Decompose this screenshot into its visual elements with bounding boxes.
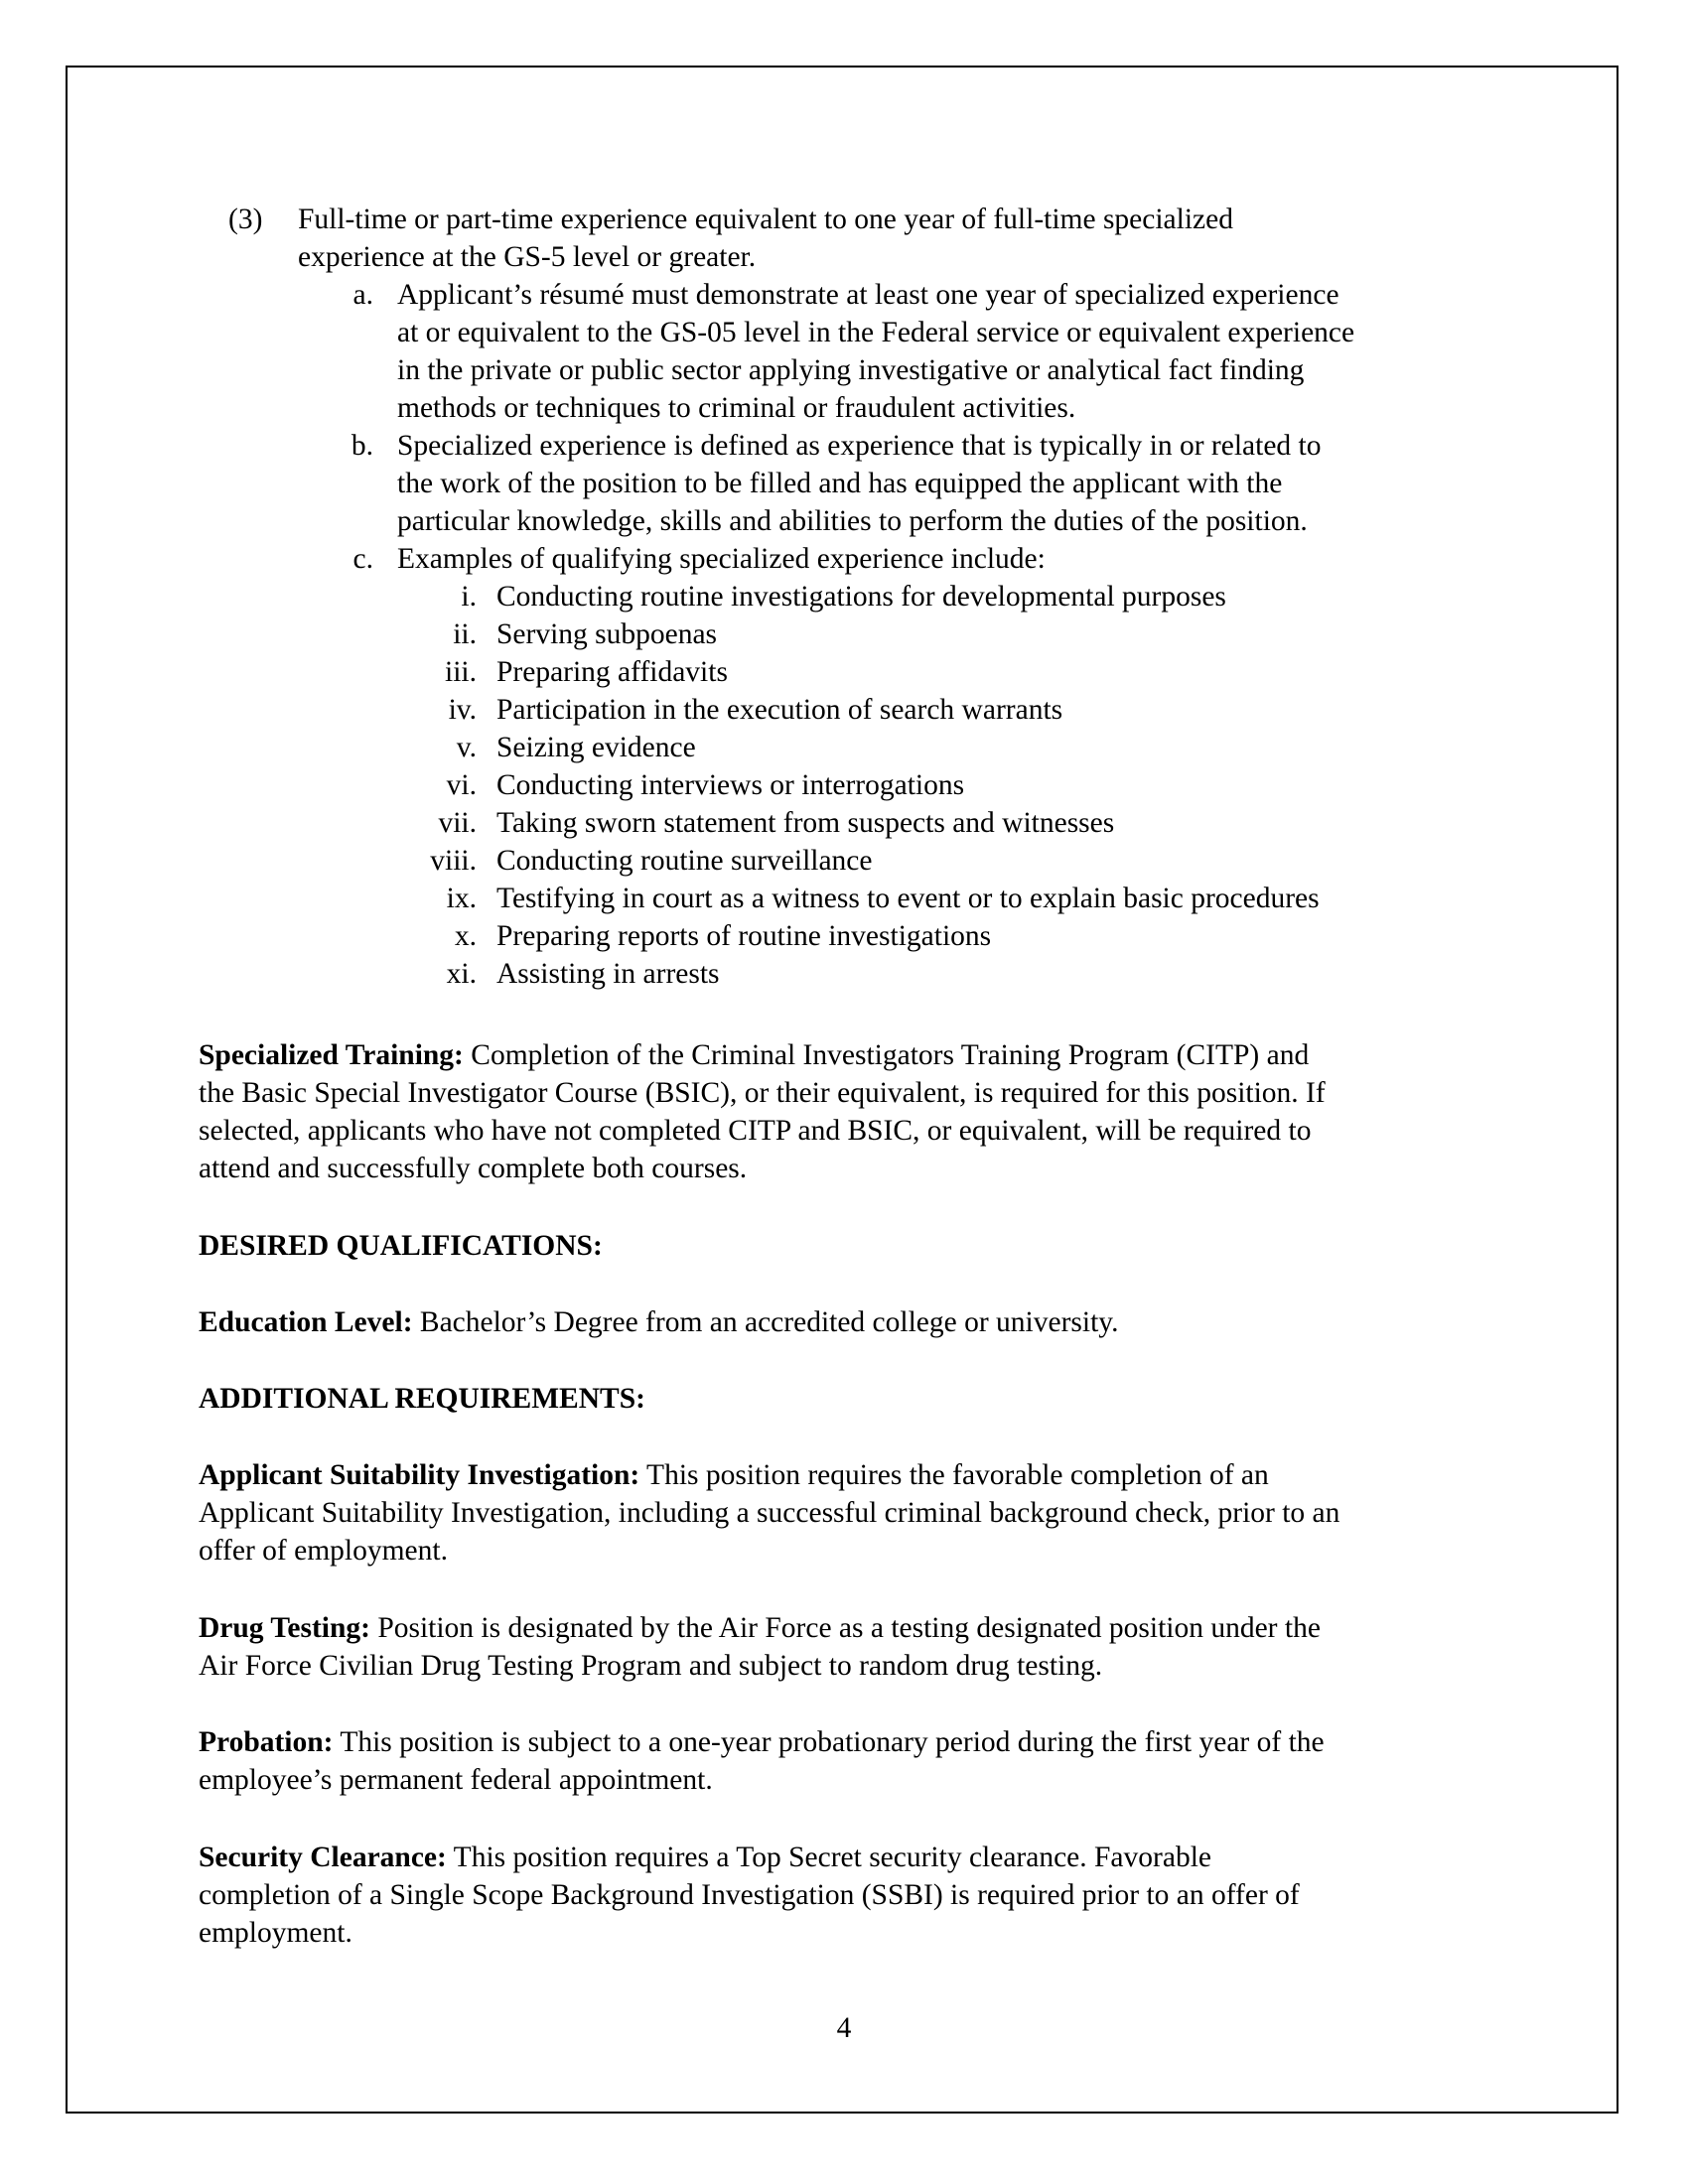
example-marker-ii: ii. <box>453 618 477 650</box>
example-marker-i: i. <box>461 581 477 613</box>
subitem-c-marker: c. <box>352 543 373 575</box>
example-item-i: Conducting routine investigations for developmental purposes <box>496 581 1226 613</box>
suitability-line-2: Applicant Suitability Investigation, including a successful criminal background check, prior to an <box>199 1497 1340 1529</box>
subitem-a-marker: a. <box>352 279 373 311</box>
item-3-line-2: experience at the GS-5 level or greater. <box>298 241 757 273</box>
item-3-marker: (3) <box>228 204 263 235</box>
education-level-text: Bachelor’s Degree from an accredited college or university. <box>412 1306 1119 1338</box>
security-clearance-line-1 <box>199 1839 1211 1876</box>
example-item-xi: Assisting in arrests <box>496 958 720 990</box>
suitability-line-3: offer of employment. <box>199 1535 448 1567</box>
desired-qualifications-heading: DESIRED QUALIFICATIONS: <box>199 1230 603 1262</box>
drug-testing-text-1: Position is designated by the Air Force as a testing designated position under the <box>369 1612 1321 1644</box>
specialized-training-line-2: the Basic Special Investigator Course (BSIC), or their equivalent, is required for this position. If <box>199 1077 1326 1109</box>
example-marker-ix: ix. <box>446 883 477 914</box>
drug-testing-label: Drug Testing: <box>199 1612 370 1644</box>
suitability-line-1 <box>199 1456 1269 1494</box>
probation-text-1: This position is subject to a one-year probationary period during the first year of the <box>333 1726 1325 1758</box>
specialized-training-text-1: Completion of the Criminal Investigators Training Program (CITP) and <box>463 1039 1310 1071</box>
subitem-a-line-1: Applicant’s résumé must demonstrate at least one year of specialized experience <box>397 279 1339 311</box>
example-item-iv: Participation in the execution of search warrants <box>496 694 1063 726</box>
example-marker-xi: xi. <box>446 958 477 990</box>
example-item-vii: Taking sworn statement from suspects and witnesses <box>496 807 1115 839</box>
education-level-label: Education Level: <box>199 1306 413 1338</box>
subitem-b-line-1: Specialized experience is defined as experience that is typically in or related to <box>397 430 1322 462</box>
drug-testing-line-1 <box>199 1609 1321 1647</box>
example-marker-vii: vii. <box>438 807 477 839</box>
security-clearance-text-1: This position requires a Top Secret security clearance. Favorable <box>446 1842 1211 1873</box>
example-marker-x: x. <box>454 920 477 952</box>
example-item-v: Seizing evidence <box>496 732 696 763</box>
example-item-ii: Serving subpoenas <box>496 618 718 650</box>
security-clearance-line-2: completion of a Single Scope Background Investigation (SSBI) is required prior to an offer of <box>199 1879 1300 1911</box>
subitem-b-line-2: the work of the position to be filled and has equipped the applicant with the <box>397 468 1283 499</box>
example-item-ix: Testifying in court as a witness to event or to explain basic procedures <box>496 883 1320 914</box>
item-3-line-1: Full-time or part-time experience equivalent to one year of full-time specialized <box>298 204 1233 235</box>
example-item-vi: Conducting interviews or interrogations <box>496 769 965 801</box>
specialized-training-line-4: attend and successfully complete both courses. <box>199 1153 748 1184</box>
probation-label: Probation: <box>199 1726 334 1758</box>
subitem-b-line-3: particular knowledge, skills and abilities to perform the duties of the position. <box>397 505 1308 537</box>
example-marker-iv: iv. <box>448 694 477 726</box>
specialized-training-line-1 <box>199 1036 1309 1074</box>
suitability-text-1: This position requires the favorable completion of an <box>639 1459 1269 1491</box>
specialized-training-label: Specialized Training: <box>199 1039 464 1071</box>
subitem-a-line-3: in the private or public sector applying investigative or analytical fact finding <box>397 354 1305 386</box>
security-clearance-line-3: employment. <box>199 1917 352 1949</box>
probation-line-2: employee’s permanent federal appointment. <box>199 1764 713 1796</box>
subitem-c-line-1: Examples of qualifying specialized experience include: <box>397 543 1046 575</box>
example-marker-viii: viii. <box>430 845 477 877</box>
example-item-iii: Preparing affidavits <box>496 656 728 688</box>
subitem-a-line-2: at or equivalent to the GS-05 level in the Federal service or equivalent experience <box>397 317 1355 348</box>
example-item-x: Preparing reports of routine investigations <box>496 920 992 952</box>
additional-requirements-heading: ADDITIONAL REQUIREMENTS: <box>199 1383 645 1415</box>
security-clearance-label: Security Clearance: <box>199 1842 447 1873</box>
probation-line-1 <box>199 1723 1325 1761</box>
subitem-a-line-4: methods or techniques to criminal or fraudulent activities. <box>397 392 1076 424</box>
education-level-line <box>199 1303 1119 1341</box>
specialized-training-line-3: selected, applicants who have not completed CITP and BSIC, or equivalent, will be required to <box>199 1115 1312 1147</box>
suitability-label: Applicant Suitability Investigation: <box>199 1459 640 1491</box>
example-marker-v: v. <box>456 732 477 763</box>
example-marker-iii: iii. <box>445 656 477 688</box>
example-marker-vi: vi. <box>446 769 477 801</box>
page-number: 4 <box>836 2012 852 2044</box>
example-item-viii: Conducting routine surveillance <box>496 845 873 877</box>
drug-testing-line-2: Air Force Civilian Drug Testing Program and subject to random drug testing. <box>199 1650 1103 1682</box>
subitem-b-marker: b. <box>351 430 373 462</box>
